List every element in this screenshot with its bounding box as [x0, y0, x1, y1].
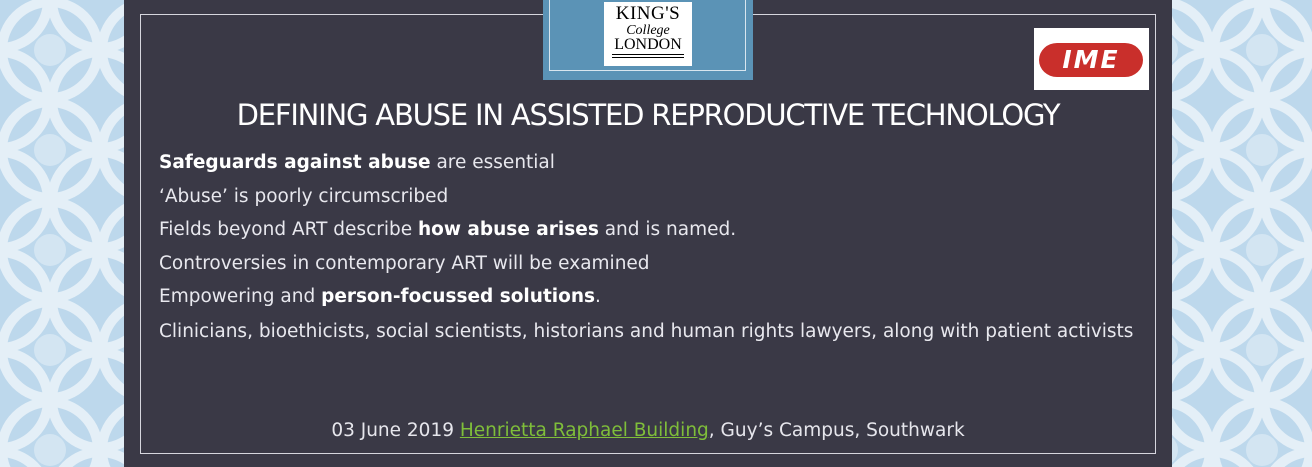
kcl-logo-rule	[612, 57, 684, 58]
right-decorative-pattern	[1172, 0, 1312, 467]
kcl-header-tab	[543, 0, 753, 80]
ime-logo	[1034, 28, 1149, 90]
bullet-text: Clinicians, bioethicists, social scientists, historians and human rights lawyers, along with patient activists	[159, 320, 1134, 342]
slide-title: DEFINING ABUSE IN ASSISTED REPRODUCTIVE TECHNOLOGY	[236, 98, 1060, 132]
slide	[124, 0, 1172, 467]
bullet-bold: Safeguards against abuse	[159, 152, 431, 173]
bullet-bold: person-focussed solutions	[321, 286, 596, 307]
bullet-item	[159, 286, 1138, 308]
ime-logo-text: IME	[1062, 45, 1120, 74]
bullet-text: Controversies in contemporary ART will be examined	[159, 252, 650, 274]
ime-logo-badge	[1039, 43, 1143, 77]
venue-link[interactable]: Henrietta Raphael Building	[459, 420, 709, 441]
footer-location: , Guy’s Campus, Southwark	[708, 420, 965, 441]
slide-footer	[124, 420, 1172, 441]
bullet-bold: how abuse arises	[418, 219, 599, 240]
footer-date: 03 June 2019	[331, 420, 460, 441]
kcl-logo-line1: KING'S	[615, 3, 681, 24]
bullet-text: Fields beyond ART describe	[159, 219, 418, 240]
bullet-item	[159, 320, 1138, 343]
kcl-logo-rule	[612, 54, 684, 55]
bullet-item	[159, 219, 1138, 241]
bullet-text: .	[595, 286, 601, 307]
left-decorative-pattern	[0, 0, 124, 467]
kcl-logo-line2: College	[626, 23, 670, 38]
bullet-text: and is named.	[598, 219, 737, 240]
bullet-text: Empowering and	[159, 286, 322, 307]
bullet-text: ‘Abuse’ is poorly circumscribed	[159, 185, 449, 207]
bullet-list	[159, 152, 1138, 354]
bullet-item	[159, 253, 1138, 275]
kcl-logo-line3: LONDON	[614, 36, 682, 53]
bullet-item	[159, 152, 1138, 174]
kings-college-london-logo	[604, 2, 692, 66]
bullet-text: are essential	[430, 152, 555, 173]
bullet-item	[159, 186, 1138, 208]
